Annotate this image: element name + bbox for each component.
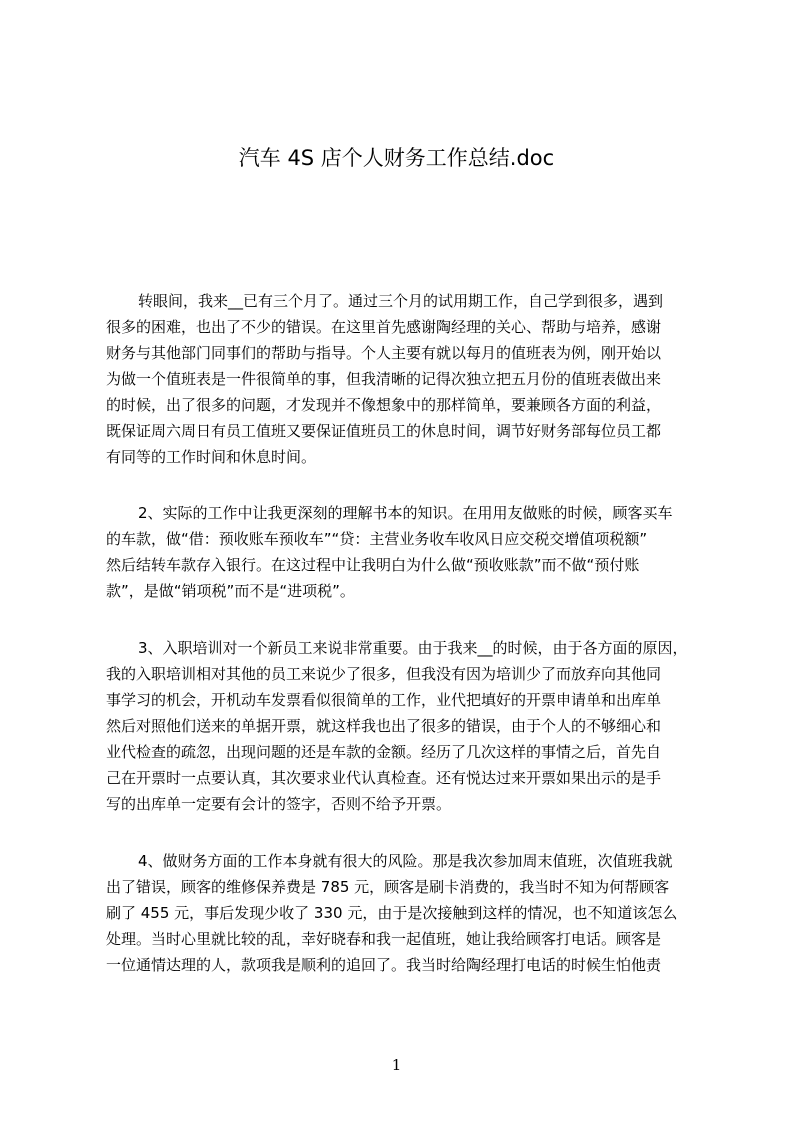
paragraph-line: 我的入职培训相对其他的员工来说少了很多，但我没有因为培训少了而放弃向其他同 [106,665,662,683]
paragraph-line: 处理。当时心里就比较的乱，幸好晓春和我一起值班，她让我给顾客打电话。顾客是 [106,930,662,948]
paragraph-line: 4、做财务方面的工作本身就有很大的风险。那是我次参加周末值班，次值班我就 [138,852,673,870]
paragraph-line: 财务与其他部门同事们的帮助与指导。个人主要有就以每月的值班表为例，刚开始以 [106,344,662,362]
paragraph-line: 转眼间，我来__已有三个月了。通过三个月的试用期工作，自己学到很多，遇到 [138,292,664,310]
paragraph-line: 3、入职培训对一个新员工来说非常重要。由于我来__的时候，由于各方面的原因， [138,639,688,657]
paragraph-line: 为做一个值班表是一件很简单的事，但我清晰的记得次独立把五月份的值班表做出来 [106,370,662,388]
page-number: 1 [391,1056,402,1074]
paragraph-line: 事学习的机会，开机动车发票看似很简单的工作，业代把填好的开票申请单和出库单 [106,691,662,709]
paragraph-line: 既保证周六周日有员工值班又要保证值班员工的休息时间，调节好财务部每位员工都 [106,422,662,440]
paragraph-line: 写的出库单一定要有会计的签字，否则不给予开票。 [106,795,452,813]
paragraph-line: 有同等的工作时间和休息时间。 [106,448,317,466]
paragraph-line: 己在开票时一点要认真，其次要求业代认真检查。还有悦达过来开票如果出示的是手 [106,769,662,787]
document-title: 汽车 4S 店个人财务工作总结.doc [238,146,555,170]
paragraph-line: 然后结转车款存入银行。在这过程中让我明白为什么做“预收账款”而不做“预付账 [106,556,640,574]
paragraph-line: 的时候，出了很多的问题，才发现并不像想象中的那样简单，要兼顾各方面的利益， [106,396,662,414]
paragraph-line: 出了错误，顾客的维修保养费是 785 元，顾客是刷卡消费的，我当时不知为何帮顾客 [106,878,670,896]
paragraph-line: 刷了 455 元，事后发现少收了 330 元，由于是次接触到这样的情况，也不知道该怎么 [106,904,678,922]
paragraph-3 [106,635,700,817]
paragraph-line: 2、实际的工作中让我更深刻的理解书本的知识。在用用友做账的时候，顾客买车 [138,504,673,522]
paragraph-line: 很多的困难，也出了不少的错误。在这里首先感谢陶经理的关心、帮助与培养，感谢 [106,318,662,336]
paragraph-line: 款”，是做“销项税”而不是“进项税”。 [106,582,355,600]
paragraph-line: 一位通情达理的人，款项我是顺利的追回了。我当时给陶经理打电话的时候生怕他责 [106,956,662,974]
paragraph-2 [106,500,700,604]
paragraph-4 [106,848,700,978]
paragraph-line: 业代检查的疏忽，出现问题的还是车款的金额。经历了几次这样的事情之后，首先自 [106,743,662,761]
paragraph-1 [106,288,700,470]
paragraph-line: 然后对照他们送来的单据开票，就这样我也出了很多的错误，由于个人的不够细心和 [106,717,662,735]
paragraph-line: 的车款，做“借：预收账车预收车”“贷：主营业务收车收风日应交税交增值项税额” [106,530,648,548]
